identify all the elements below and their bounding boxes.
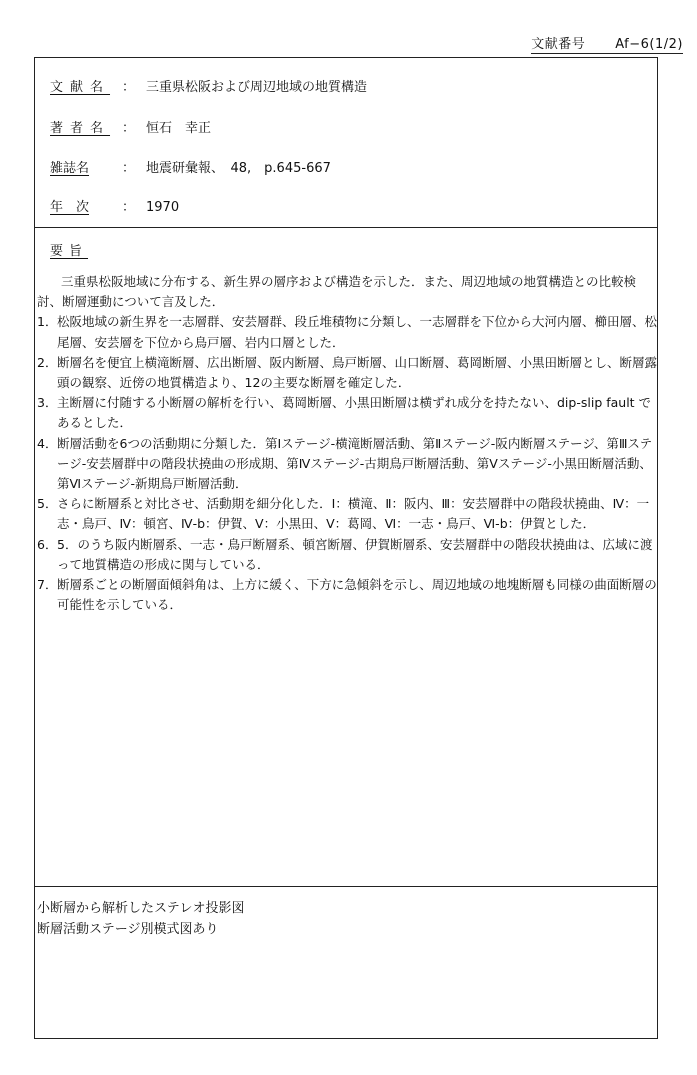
item-text: 松阪地域の新生界を一志層群、安芸層群、段丘堆積物に分類し、一志層群を下位から大河内層、櫛田層、松尾層、安芸層を下位から鳥戸層、岩内口層とした． (57, 314, 658, 350)
year-label: 年 次 (50, 200, 90, 215)
year-colon: ： (122, 200, 136, 215)
title-value: 三重県松阪および周辺地域の地質構造 (146, 80, 368, 95)
item-number: 1． (37, 314, 58, 330)
title-row (50, 76, 367, 95)
document-number-value: Af−6(1/2) (615, 37, 683, 52)
document-number (531, 33, 683, 54)
summary-item (37, 535, 657, 575)
summary-item (37, 312, 657, 352)
year-row (50, 196, 179, 215)
journal-label: 雑誌名 (50, 161, 90, 176)
journal-row (50, 157, 331, 176)
item-text: 断層系ごとの断層面傾斜角は、上方に緩く、下方に急傾斜を示し、周辺地域の地塊断層も同様の曲面断層の可能性を示している． (57, 577, 657, 613)
summary-item (37, 393, 657, 433)
journal-value: 地震研彙報、 48, p.645-667 (146, 161, 331, 176)
notes-section (35, 886, 657, 1038)
item-number: 6． (37, 536, 58, 552)
summary-item (37, 575, 657, 615)
summary-body (37, 272, 657, 615)
item-text: 断層名を便宜上横滝断層、広出断層、阪内断層、鳥戸断層、山口断層、葛岡断層、小黒田断層とし、断層露頭の観察、近傍の地質構造より、12の主要な断層を確定した． (57, 354, 658, 391)
record-frame (34, 57, 658, 1039)
summary-item (37, 494, 657, 534)
item-number: 4． (37, 435, 58, 451)
author-value: 恒石 幸正 (146, 121, 212, 136)
item-number: 3． (37, 395, 58, 411)
item-text: さらに断層系と対比させ、活動期を細分化した．Ⅰ：横滝、Ⅱ：阪内、Ⅲ：安芸層群中の階段状撓曲、Ⅳ：一志・鳥戸、Ⅳ：頓宮、Ⅳ-b：伊賀、Ⅴ：小黒田、Ⅴ：葛岡、Ⅵ：一志・鳥戸、Ⅵ-b：伊賀とした． (57, 496, 650, 532)
journal-colon: ： (122, 161, 136, 176)
note-line: 断層活動ステージ別模式図あり (37, 922, 219, 937)
summary-item (37, 353, 657, 393)
document-number-label: 文献番号 (531, 37, 586, 52)
bibliographic-header (35, 58, 657, 228)
item-number: 7． (37, 577, 58, 593)
item-text: 5．のうち阪内断層系、一志・鳥戸断層系、頓宮断層、伊賀断層系、安芸層群中の階段状撓曲は、広域に渡って地質構造の形成に関与している． (57, 536, 653, 572)
summary-intro: 三重県松阪地域に分布する、新生界の層序および構造を示した．また、周辺地域の地質構造との比較検討、断層運動について言及した． (37, 274, 637, 310)
title-colon: ： (122, 80, 136, 95)
summary-heading: 要旨 (50, 244, 89, 259)
item-text: 主断層に付随する小断層の解析を行い、葛岡断層、小黒田断層は横ずれ成分を持たない、dip-slip fault であるとした． (57, 395, 652, 431)
summary-item (37, 434, 657, 495)
title-label: 文献名 (50, 80, 111, 95)
item-text: 断層活動を6つの活動期に分類した．第Ⅰステージ-横滝断層活動、第Ⅱステージ-阪内断層ステージ、第Ⅲステージ-安芸層群中の階段状撓曲の形成期、第Ⅳステージ-古期鳥戸断層活動、第Ⅴステージ-小黒田断層活動、第Ⅵステージ-新期鳥戸断層活動． (57, 435, 653, 492)
author-colon: ： (122, 121, 136, 136)
item-number: 5． (37, 496, 58, 512)
item-number: 2． (37, 354, 58, 370)
year-value: 1970 (146, 200, 180, 215)
author-label: 著者名 (50, 121, 111, 136)
author-row (50, 117, 211, 136)
note-line: 小断層から解析したステレオ投影図 (37, 901, 245, 916)
